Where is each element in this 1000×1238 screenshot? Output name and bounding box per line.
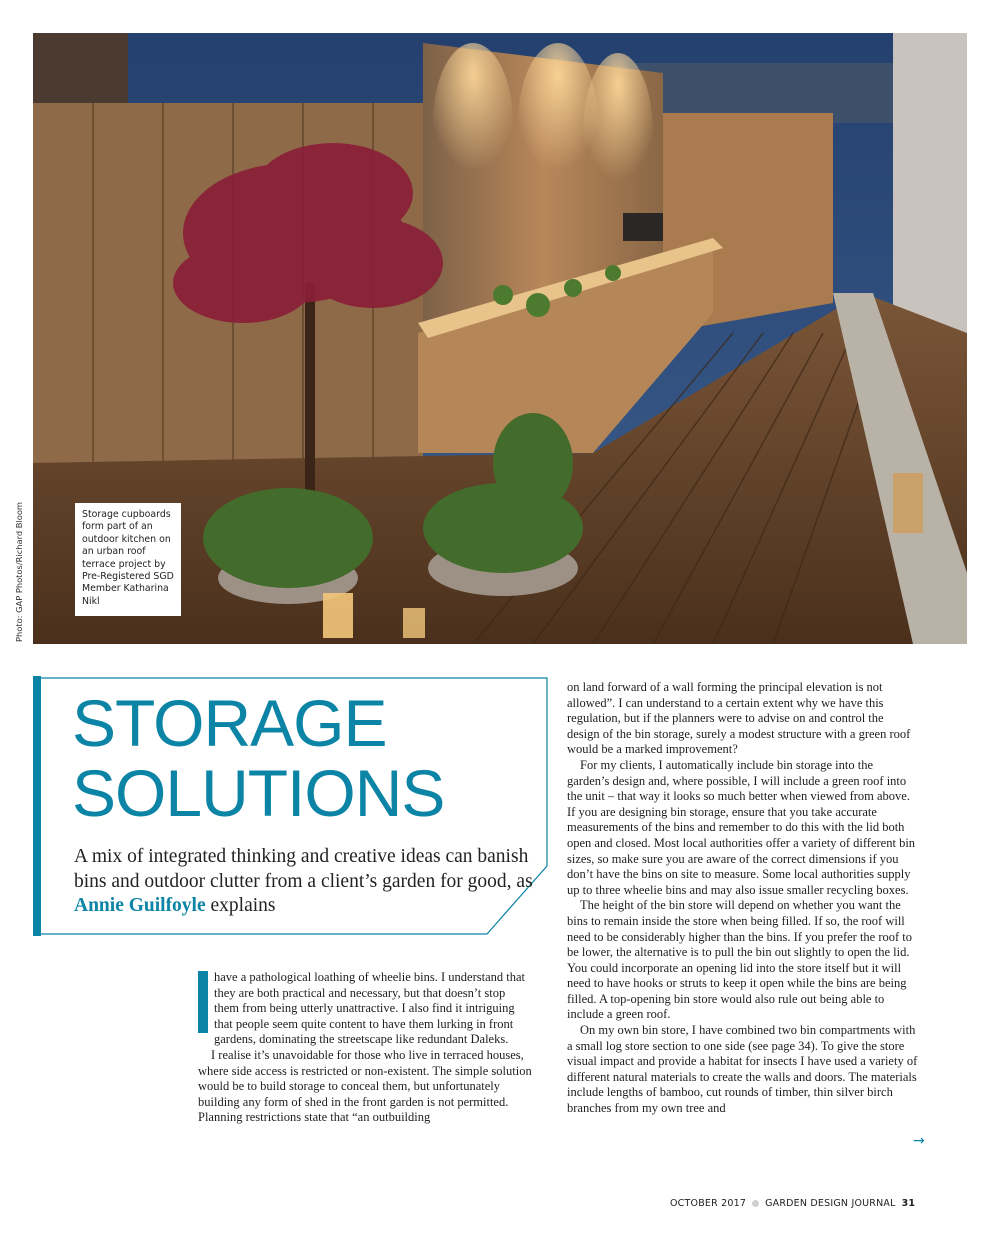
paragraph: On my own bin store, I have combined two bin compartments with a small log store section to one side (see page 34). To give the store visual impact and provide a habitat for insects I have used a variety of different natural materials to create the walls and doors. The materials include lengths of bamboo, cut rounds of timber, thin silver birch branches from my own tree and [567,1023,918,1116]
standfirst-end: explains [210,895,276,916]
footer-publication: GARDEN DESIGN JOURNAL [765,1198,896,1209]
body-column-right [567,680,918,1117]
page-number: 31 [901,1198,916,1209]
standfirst [74,845,534,919]
author-name: Annie Guilfoyle [74,895,206,916]
standfirst-text: A mix of integrated thinking and creative ideas can banish bins and outdoor clutter from a client’s garden for good, as [74,846,533,892]
page-footer [670,1198,915,1209]
title-line-2: SOLUTIONS [72,756,445,830]
paragraph: have a pathological loathing of wheelie bins. I understand that they are both practical and necessary, but that doesn’t stop them from being utterly unattractive. I also find it intriguing that people seem quite content to have them lurking in front gardens, dominating the streetscape like redundant Daleks. [214,970,526,1047]
paragraph: For my clients, I automatically include bin storage into the garden’s design and, where possible, I will include a green roof into the unit – that way it looks so much better when viewed from above. If you are designing bin storage, ensure that you take accurate measurements of the bins and remember to do this with the lid both open and closed. Most local authorities offer a variety of different bin sizes, so make sure you are aware of the correct dimensions if you don’t have the bins on site to measure. Some local authorities supply up to three wheelie bins and may also issue smaller recycling boxes. [567,757,916,897]
article-title [72,688,444,828]
body-column-left [198,970,532,1126]
photo-caption: Storage cupboards form part of an outdoor kitchen on an urban roof terrace project by Pre-Registered SGD Member Katharina Nikl [75,503,181,616]
paragraph: on land forward of a wall forming the principal elevation is not allowed”. I can understand to a certain extent why we have this regulation, but if the planners were to advise on and control the design of the bin storage, surely a modest structure with a green roof would be a marked improvement? [567,680,911,757]
arrow-right-icon: → [913,1133,925,1149]
footer-date: OCTOBER 2017 [670,1198,747,1209]
title-line-1: STORAGE [72,686,387,760]
drop-cap-i [198,971,208,1033]
bullet-dot-icon [752,1200,759,1207]
paragraph: I realise it’s unavoidable for those who live in terraced houses, where side access is restricted or non-existent. The simple solution would be to build storage to conceal them, but unfortunately building any form of shed in the front garden is not permitted. Planning restrictions state that “an outbuilding [198,1047,532,1125]
paragraph: The height of the bin store will depend on whether you want the bins to remain inside the store when being filled. If so, the roof will need to be considerably higher than the bins. If you prefer the roof to be lower, the alternative is to pull the bin out slightly to open the lid. You could incorporate an opening lid into the store itself but it will need to have hooks or struts to keep it open while the bins are being filled. A top-opening bin store would also rule out being able to include a green roof. [567,898,913,1022]
photo-credit: Photo: GAP Photos/Richard Bloom [14,501,24,642]
